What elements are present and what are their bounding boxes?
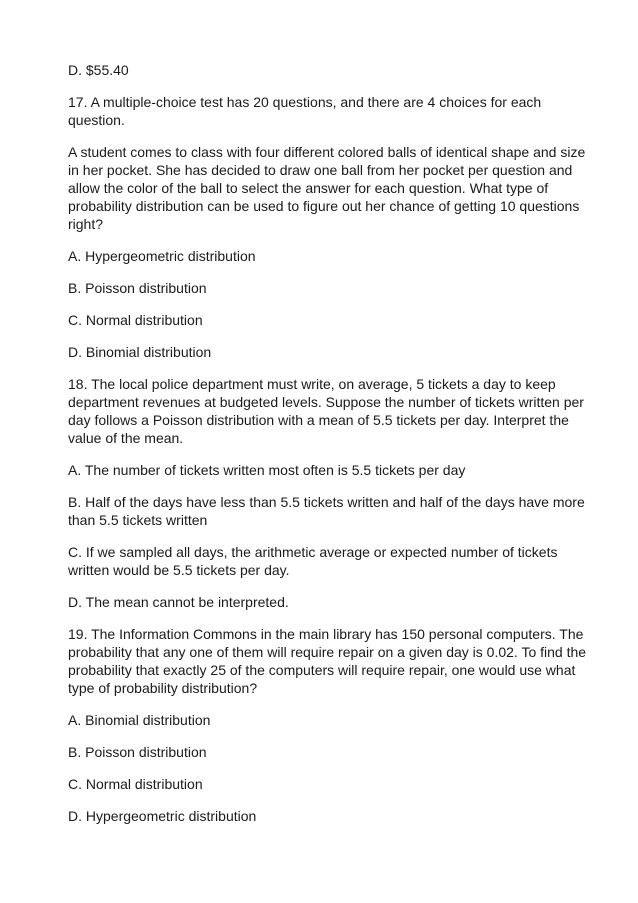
answer-option-18a: A. The number of tickets written most often is 5.5 tickets per day — [68, 462, 466, 478]
answer-option-17a: A. Hypergeometric distribution — [68, 248, 256, 264]
answer-option-19d: D. Hypergeometric distribution — [68, 808, 257, 824]
answer-option-19a: A. Binomial distribution — [68, 712, 211, 728]
answer-option-18b: B. Half of the days have less than 5.5 tickets written and half of the days have more than 5.5 tickets written — [68, 494, 585, 528]
question-18: 18. The local police department must write, on average, 5 tickets a day to keep department revenues at budgeted levels. Suppose the number of tickets written per day follows a Poisson distribution with a mean of 5.5 tickets per day. Interpret the value of the mean. — [68, 376, 584, 446]
document-page — [68, 61, 598, 839]
answer-option-17c: C. Normal distribution — [68, 312, 203, 328]
answer-option-17b: B. Poisson distribution — [68, 280, 207, 296]
answer-option-19c: C. Normal distribution — [68, 776, 203, 792]
question-19: 19. The Information Commons in the main library has 150 personal computers. The probability that any one of them will require repair on a given day is 0.02. To find the probability that exactly 25 of the computers will require repair, one would use what type of probability distribution? — [68, 626, 587, 696]
answer-option-18d: D. The mean cannot be interpreted. — [68, 594, 289, 610]
answer-option-19b: B. Poisson distribution — [68, 744, 207, 760]
question-17: 17. A multiple-choice test has 20 questions, and there are 4 choices for each question. — [68, 94, 542, 128]
answer-option-18c: C. If we sampled all days, the arithmetic average or expected number of tickets written would be 5.5 tickets per day. — [68, 544, 558, 578]
question-17-scenario: A student comes to class with four different colored balls of identical shape and size in her pocket. She has decided to draw one ball from her pocket per question and allow the color of the ball to select the answer for each question. What type of probability distribution can be used to figure out her chance of getting 10 questions right? — [68, 144, 586, 232]
answer-option-17d: D. Binomial distribution — [68, 344, 212, 360]
answer-option-16d: D. $55.40 — [68, 62, 129, 78]
